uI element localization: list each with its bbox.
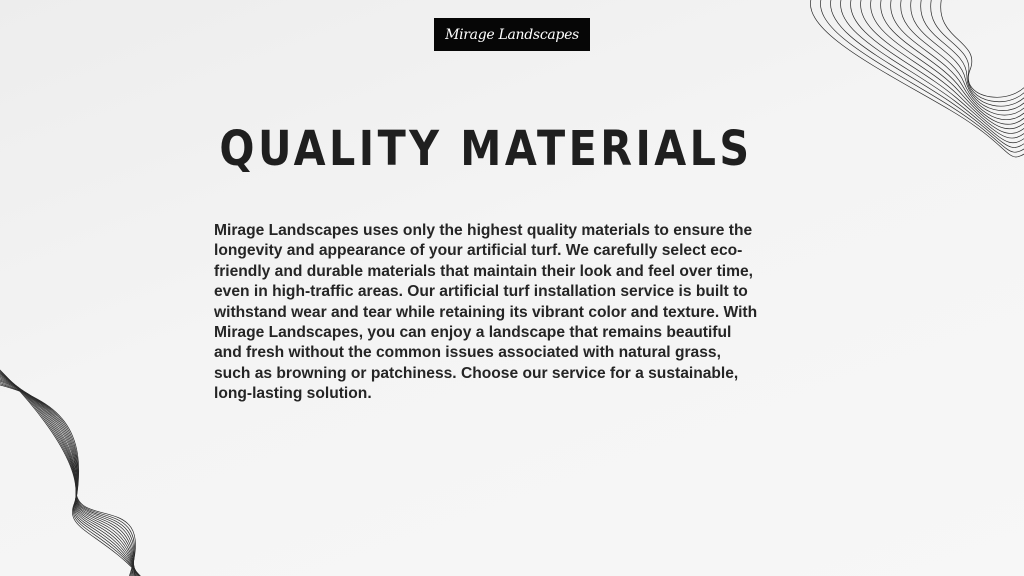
slide-title: QUALITY MATERIALS (219, 121, 753, 177)
wavy-lines-bottom-left-decoration (0, 360, 150, 576)
wave-line (0, 384, 144, 576)
brand-logo-text: Mirage Landscapes (445, 26, 579, 43)
wave-line (881, 0, 1024, 124)
wave-line (0, 380, 140, 576)
wave-line (0, 369, 134, 576)
wave-line (871, 0, 1024, 129)
wave-line (0, 383, 143, 576)
brand-logo (434, 18, 590, 51)
wave-line (0, 376, 137, 576)
wave-line (0, 367, 135, 576)
wave-line (0, 370, 134, 576)
wave-line (0, 374, 135, 576)
wave-line (0, 379, 139, 576)
slide-body-text: Mirage Landscapes uses only the highest quality materials to ensure the longevity and appearance of your artificial turf. We carefully select eco-friendly and durable materials that maintain their look and feel over time, even in high-traffic areas. Our artificial turf installation service is built to withstand wear and tear while retaining its vibrant color and texture. With Mirage Landscapes, you can enjoy a landscape that remains beautiful and fresh without the common issues associated with natural grass, such as browning or patchiness. Choose our service for a sustainable, long-lasting solution. (214, 222, 758, 403)
wave-line (0, 373, 134, 576)
wave-line (941, 0, 1024, 97)
wave-line (901, 0, 1024, 115)
wave-line (0, 372, 134, 576)
